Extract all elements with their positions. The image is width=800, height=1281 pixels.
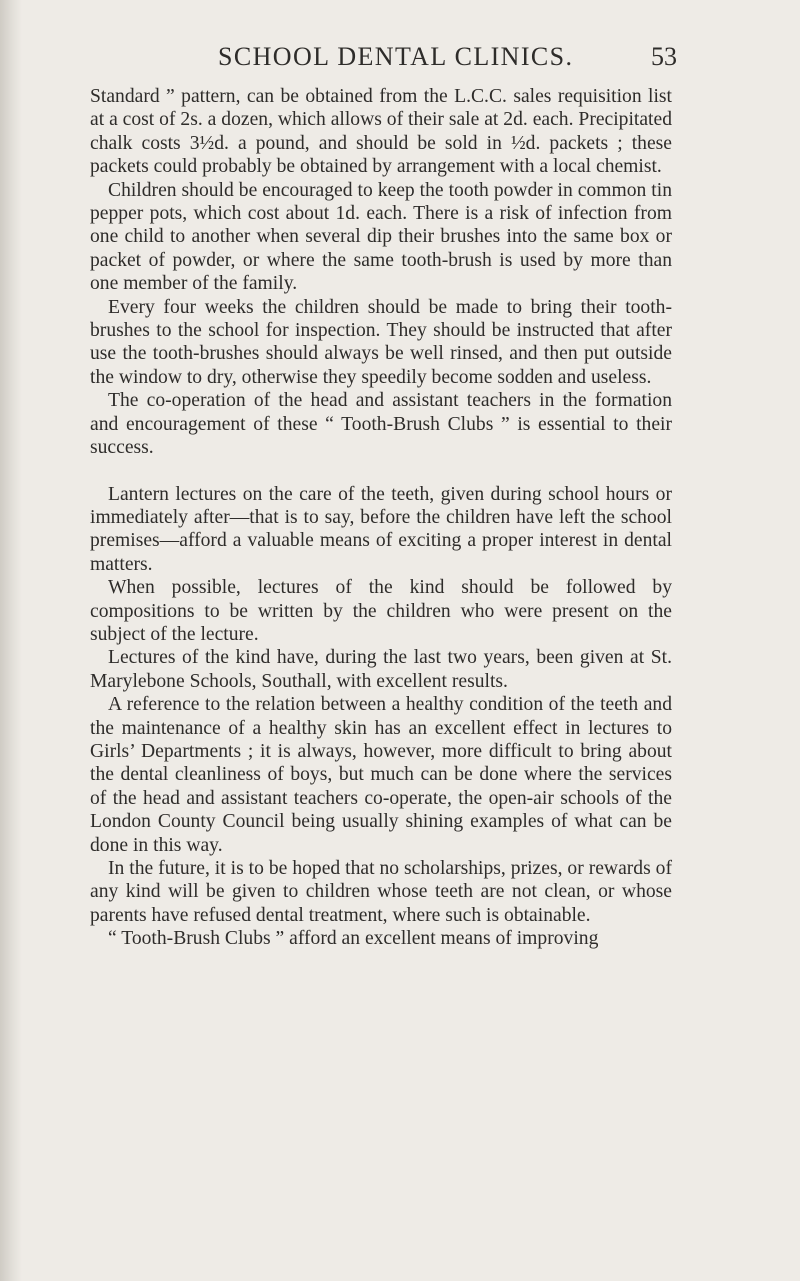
paragraph: Lectures of the kind have, during the last two years, been given at St. Marylebone Schools, Southall, with excellent results. — [90, 647, 672, 692]
paragraph: “ Tooth-Brush Clubs ” afford an excellent means of improving — [108, 928, 599, 950]
paragraph: When possible, lectures of the kind should be followed by compositions to be written by the children who were present on the subject of the lecture. — [90, 577, 672, 645]
page-number: 53 — [651, 42, 677, 71]
paragraph: Lantern lectures on the care of the teeth, given during school hours or immediately after—that is to say, before the children have left the school premises—afford a valuable means of exciting a proper interest in dental matters. — [90, 483, 672, 575]
paragraph: Children should be encouraged to keep the tooth powder in common tin pepper pots, which cost about 1d. each. There is a risk of infection from one child to another when several dip their brushes into the same box or packet of powder, or where the same tooth-brush is used by more than one member of the family. — [90, 179, 672, 295]
paragraph: A reference to the relation between a healthy condition of the teeth and the maintenance of a healthy skin has an excellent effect in lectures to Girls’ Departments ; it is always, however, more difficult to bring about the dental cleanliness of boys, but much can be done where the services of the head and assistant teachers co-operate, the open-air schools of the London County Council being usually shining examples of what can be done in this way. — [90, 694, 672, 856]
paragraph: Every four weeks the children should be made to bring their tooth-brushes to the school for inspection. They should be instructed that after use the tooth-brushes should always be well rinsed, and then put outside the window to dry, otherwise they speedily become sodden and useless. — [90, 296, 672, 388]
paragraph: Standard ” pattern, can be obtained from the L.C.C. sales requisition list at a cost of 2s. a dozen, which allows of their sale at 2d. each. Precipitated chalk costs 3½d. a pound, and should be sold in ½d. packets ; these packets could probably be obtained by arrangement with a local chemist. — [90, 86, 672, 178]
section-gap — [90, 460, 672, 483]
body-text — [90, 85, 672, 951]
page-edge-shadow — [0, 0, 22, 1281]
page-header — [0, 38, 800, 78]
paragraph: The co-operation of the head and assistant teachers in the formation and encouragement of these “ Tooth-Brush Clubs ” is essential to their success. — [90, 390, 672, 459]
running-head: SCHOOL DENTAL CLINICS. — [218, 42, 574, 71]
paragraph: In the future, it is to be hoped that no scholarships, prizes, or rewards of any kind will be given to children whose teeth are not clean, or whose parents have refused dental treatment, where such is obtainable. — [90, 858, 672, 926]
